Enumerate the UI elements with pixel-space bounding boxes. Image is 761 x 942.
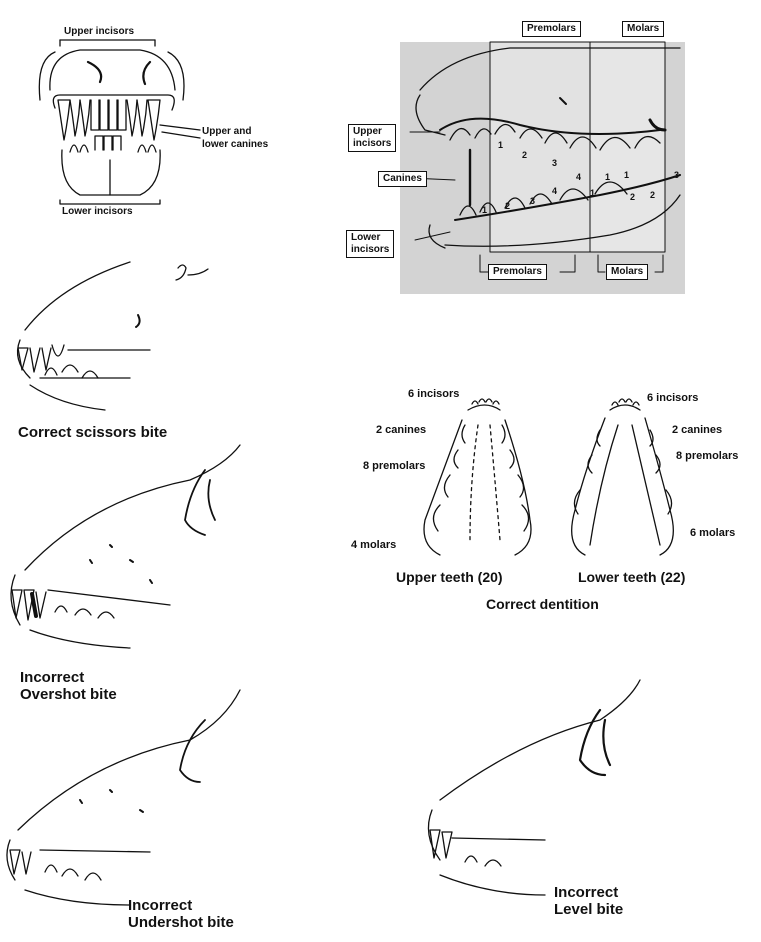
upper-teeth-title: Upper teeth (20)	[396, 569, 503, 585]
undershot-caption-line1: Incorrect	[128, 897, 193, 914]
lower-tooth-number: 2	[630, 192, 636, 202]
upper-tooth-number: 1	[624, 170, 630, 180]
scissors-bite-sketch	[18, 262, 208, 410]
side-molars-top-label: Molars	[622, 21, 664, 37]
upper-molars-count: 4 molars	[351, 539, 397, 551]
level-bite-sketch	[428, 680, 640, 895]
undershot-bite-sketch	[7, 690, 240, 905]
lower-tooth-number: 1	[482, 205, 488, 215]
front-lower-incisors-label: Lower incisors	[62, 206, 133, 217]
level-caption-line2: Level bite	[554, 901, 624, 918]
level-bite-caption	[554, 884, 623, 918]
side-lower-incisors-label	[346, 230, 394, 258]
upper-jaw-sketch	[424, 399, 531, 555]
undershot-bite-caption	[128, 897, 234, 931]
dentition-title: Correct dentition	[486, 596, 599, 612]
side-lower-incisors-line2: incisors	[351, 244, 390, 255]
upper-tooth-number: 1	[498, 140, 504, 150]
overshot-bite-caption	[20, 669, 117, 703]
lower-jaw-sketch	[572, 399, 674, 555]
lower-teeth-title: Lower teeth (22)	[578, 569, 686, 585]
lower-canines-count: 2 canines	[672, 424, 723, 436]
side-canines-label: Canines	[378, 171, 427, 187]
upper-tooth-number: 3	[552, 158, 558, 168]
scissors-bite-caption: Correct scissors bite	[18, 424, 168, 441]
lower-tooth-number: 2	[505, 201, 511, 211]
lower-tooth-number: 1	[590, 188, 596, 198]
front-upper-incisors-label: Upper incisors	[64, 26, 135, 37]
overshot-caption-line1: Incorrect	[20, 669, 85, 686]
upper-canines-count: 2 canines	[376, 424, 427, 436]
lower-tooth-number: 3	[674, 170, 680, 180]
side-upper-incisors-line1: Upper	[353, 126, 382, 137]
side-premolars-bottom-label: Premolars	[488, 264, 547, 280]
front-view-skull	[39, 40, 200, 204]
lower-incisors-count: 6 incisors	[647, 392, 699, 404]
side-lower-incisors-line1: Lower	[351, 232, 381, 243]
front-canines-label-line1: Upper and	[202, 126, 252, 137]
lower-tooth-number: 3	[530, 196, 536, 206]
side-upper-incisors-line2: incisors	[353, 138, 392, 149]
undershot-caption-line2: Undershot bite	[128, 914, 234, 931]
side-upper-incisors-label	[348, 124, 396, 152]
lower-premolars-count: 8 premolars	[676, 450, 739, 462]
overshot-caption-line2: Overshot bite	[20, 686, 117, 703]
side-molars-bottom-label: Molars	[606, 264, 648, 280]
front-canines-label-line2: lower canines	[202, 139, 269, 150]
side-premolars-top-label: Premolars	[522, 21, 581, 37]
upper-premolars-count: 8 premolars	[363, 460, 426, 472]
upper-incisors-count: 6 incisors	[408, 388, 460, 400]
upper-tooth-number: 2	[650, 190, 656, 200]
side-view-skull	[400, 42, 685, 294]
level-caption-line1: Incorrect	[554, 884, 619, 901]
lower-tooth-number: 4	[552, 186, 558, 196]
overshot-bite-sketch	[11, 445, 240, 648]
upper-tooth-number: 2	[522, 150, 528, 160]
lower-molars-count: 6 molars	[690, 527, 736, 539]
upper-tooth-number: 1	[605, 172, 611, 182]
upper-tooth-number: 4	[576, 172, 582, 182]
